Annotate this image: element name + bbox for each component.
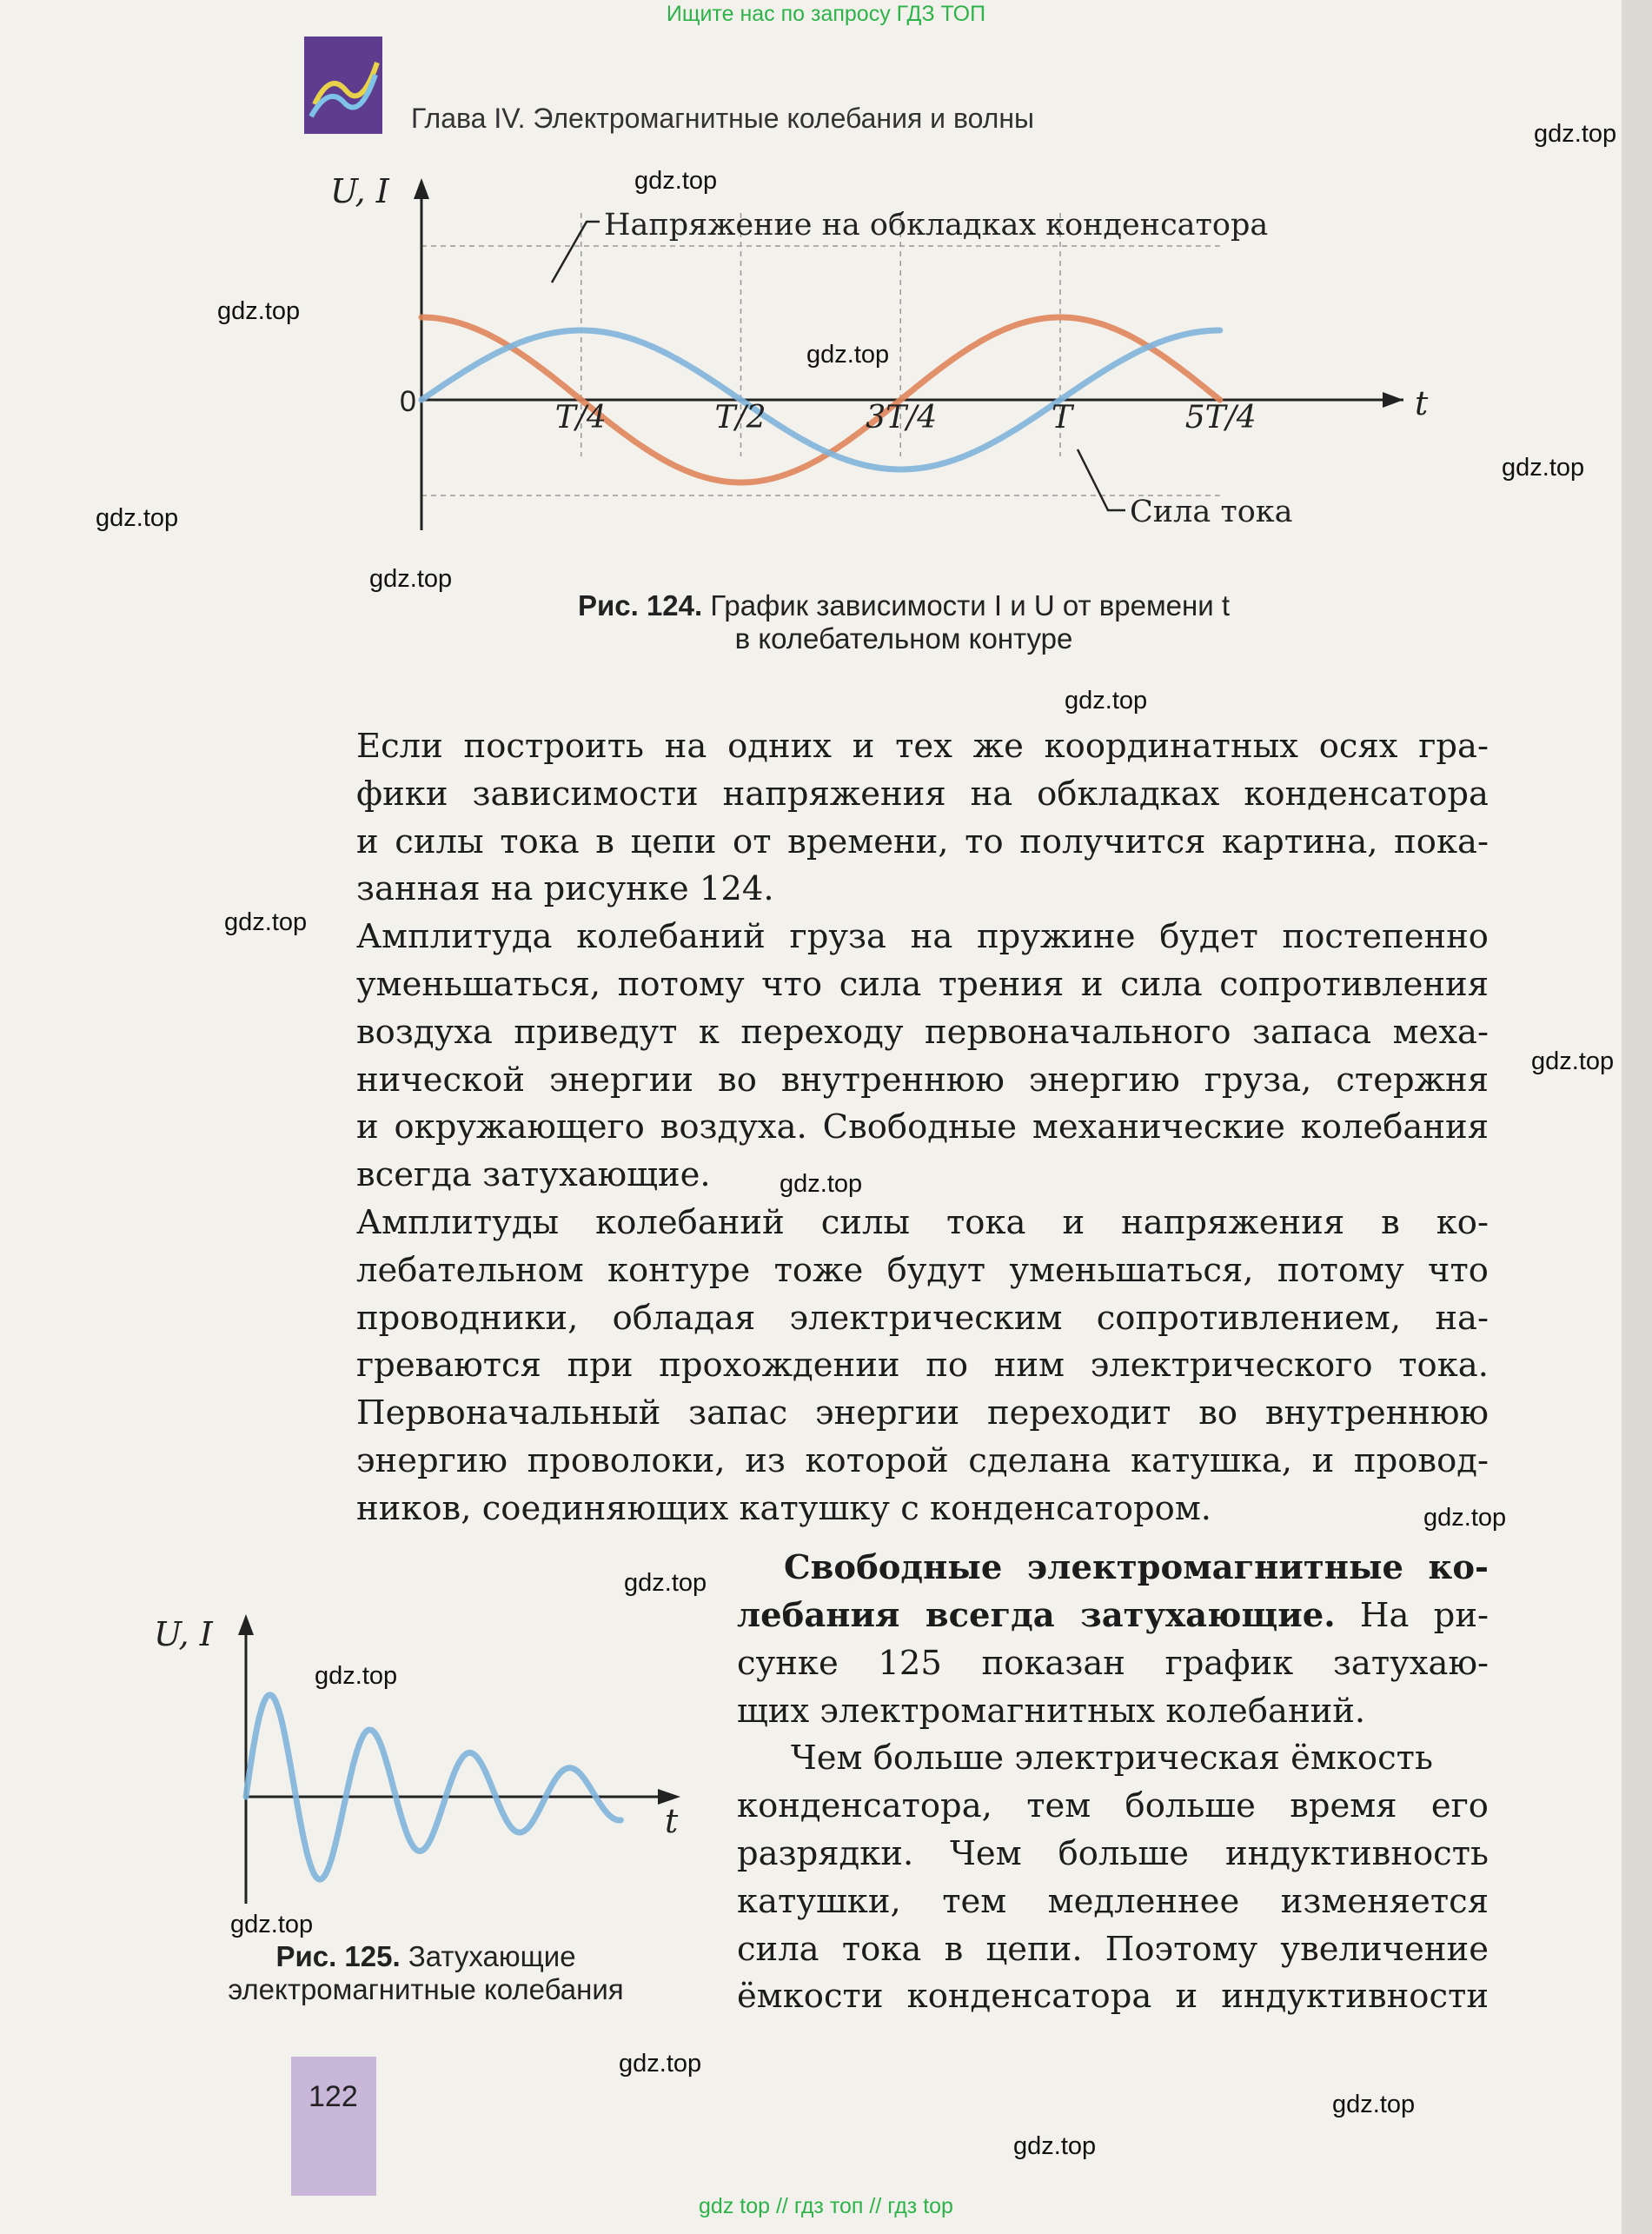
fig124-origin: 0 [400,385,416,418]
fig125-y-arrow [238,1614,254,1635]
watermark: gdz.top [96,504,179,532]
watermark: gdz.top [1423,1504,1507,1532]
figure-125-plot [238,1614,680,1904]
fig124-current-label: Сила тока [1130,495,1293,529]
text-line: лебательном контуре тоже будут уменьшаться, потому что [356,1250,1489,1290]
fig124-voltage-label: Напряжение на обкладках конденсатора [604,208,1269,243]
bottom-banner[interactable]: gdz top // гдз топ // гдз top [699,2194,953,2218]
watermark: gdz.top [780,1170,863,1198]
text-line: и силы тока в цепи от времени, то получится картина, пока- [356,821,1489,861]
watermark: gdz.top [315,1662,398,1690]
text-line: Амплитуды колебаний силы тока и напряжения в ко- [356,1202,1489,1242]
text-line: занная на рисунке 124. [356,869,774,909]
logo-wave-icon [304,37,382,134]
text-line: лебания всегда затухающие. На ри- [737,1596,1489,1635]
side-bold-line1: Свободные электромагнитные ко- [784,1548,1489,1587]
fig124-xlabel: t [1415,384,1429,422]
watermark: gdz.top [1332,2091,1416,2118]
text-line: катушки, тем медленнее изменяется [737,1881,1489,1921]
watermark: gdz.top [224,908,308,936]
fig124-tick-label: 3T/4 [866,400,938,435]
fig125-xlabel: t [665,1802,679,1840]
fig124-tick-label: T/4 [554,400,607,435]
top-banner[interactable]: Ищите нас по запросу ГДЗ ТОП [666,2,986,26]
page-number-tab [291,2057,376,2196]
text-line: ёмкости конденсатора и индуктивности [737,1977,1489,2017]
watermark: gdz.top [369,565,453,593]
fig124-caption-line2: в колебательном контуре [734,622,1073,655]
watermark: gdz.top [634,167,718,195]
watermark: gdz.top [1065,687,1148,715]
page-number: 122 [309,2080,358,2113]
watermark: gdz.top [230,1911,314,1938]
fig124-tick-label: 5T/4 [1184,400,1257,435]
paragraph-2 [302,914,1489,1200]
fig124-ylabel: U, I [330,172,389,210]
fig125-caption-line1: Затухающие [408,1940,576,1972]
chapter-logo [304,37,382,134]
watermark: gdz.top [1502,454,1585,482]
text-line: Чем больше электрическая ёмкость [791,1739,1433,1779]
fig124-tick-label: T [1052,400,1073,435]
text-line: Амплитуда колебаний груза на пружине будет постепенно [356,917,1489,957]
side-text [737,1592,1489,2021]
figure-124-caption [487,589,1321,655]
watermark: gdz.top [806,341,890,369]
text-line: фики зависимости напряжения на обкладках конденсатора [356,774,1489,814]
fig124-voltage-leader [552,222,600,283]
figure-124 [322,170,1469,552]
side-bold-line2: лебания всегда затухающие. [737,1596,1336,1635]
text-line: щих электромагнитных колебаний. [737,1691,1366,1731]
fig124-caption-line1: График зависимости I и U от времени t [710,589,1231,622]
paragraph-1 [302,723,1489,914]
text-line: проводники, обладая электрическим сопротивлением, на- [356,1298,1489,1338]
text-line: нической энергии во внутреннюю энергию груза, стержня [356,1060,1489,1100]
fig124-caption-number: Рис. 124. [577,589,703,622]
text-line: воздуха приведут к переходу первоначального запаса меха- [356,1012,1489,1052]
page-edge-shadow [1622,0,1652,2234]
text-line: греваются при прохождении по ним электрического тока. [356,1346,1489,1386]
text-line: сила тока в цепи. Поэтому увеличение [737,1929,1489,1969]
figure-125-caption [178,1940,673,2006]
fig125-series-damped [246,1695,620,1879]
paragraph-3 [302,1200,1489,1533]
text-line: всегда затухающие. [356,1155,711,1195]
watermark: gdz.top [624,1569,707,1597]
text-line: и окружающего воздуха. Свободные механические колебания [356,1107,1489,1147]
watermark: gdz.top [1534,120,1617,148]
text-line: Первоначальный запас энергии переходит во внутреннюю [356,1393,1489,1433]
chapter-title: Глава IV. Электромагнитные колебания и волны [411,103,1035,134]
watermark: gdz.top [1013,2132,1097,2160]
fig125-caption-line2: электромагнитные колебания [228,1973,624,2005]
text-line: энергию проволоки, из которой сделана катушка, и провод- [356,1440,1489,1480]
fig124-y-arrow [414,178,429,199]
text-line: сунке 125 показан график затухаю- [737,1643,1489,1683]
text-line: конденсатора, тем больше время его [737,1786,1489,1826]
text-line: разрядки. Чем больше индуктивность [737,1833,1489,1873]
text-line: Если построить на одних и тех же координатных осях гра- [356,727,1489,766]
fig124-x-arrow [1383,392,1403,408]
fig125-ylabel: U, I [154,1615,213,1653]
fig125-caption-number: Рис. 125. [275,1940,401,1972]
fig124-tick-label: T/2 [714,400,766,435]
watermark: gdz.top [217,297,301,325]
main-text [302,723,1489,1533]
watermark: gdz.top [619,2050,702,2078]
text-line: уменьшаться, потому что сила трения и сила сопротивления [356,964,1489,1004]
watermark: gdz.top [1531,1047,1615,1075]
text-line: ников, соединяющих катушку с конденсатором. [356,1488,1212,1528]
figure-125 [152,1604,708,1917]
fig124-current-leader [1078,449,1125,510]
